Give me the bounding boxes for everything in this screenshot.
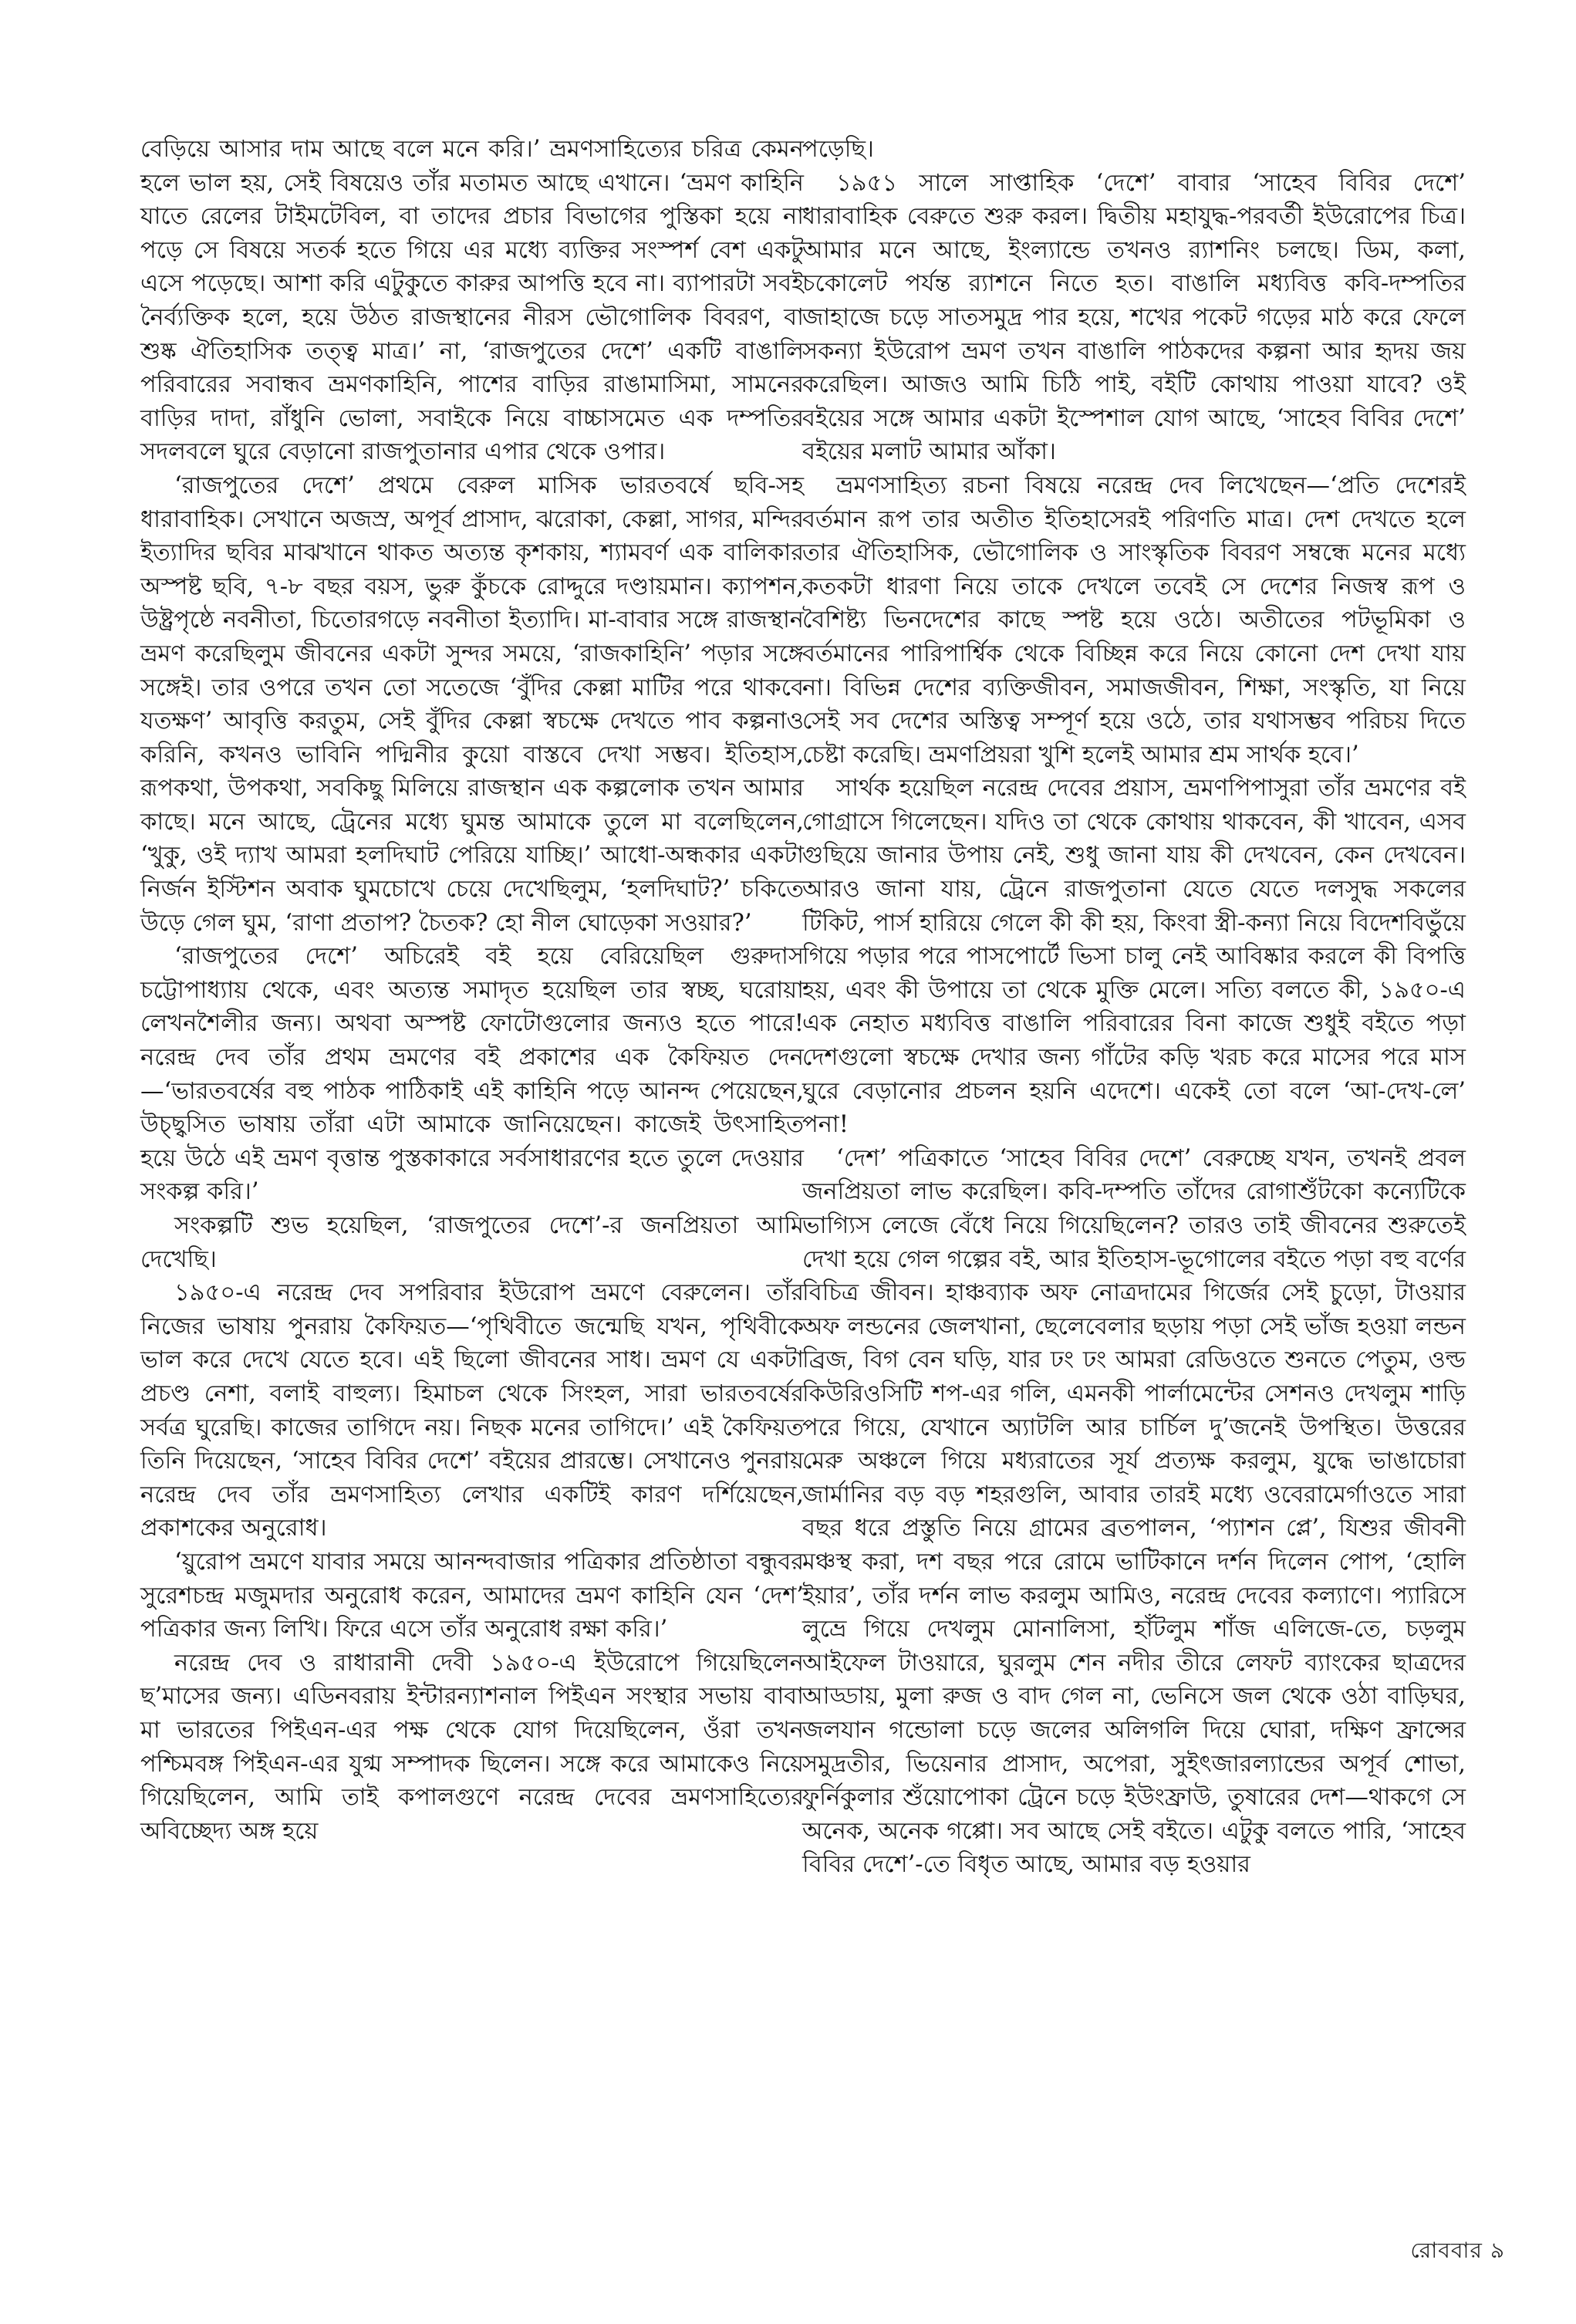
paragraph: সার্থক হয়েছিল নরেন্দ্র দেবের প্রয়াস, ভ্রমণপিপাসুরা তাঁর ভ্রমণের বই গোগ্রাসে গিলেছেন। যদিও তা থেকে কোথায় থাকবেন, কী খাবেন, এসব গুছিয়ে জানার উপায় নেই, শুধু জানা যায় কী দেখবেন, কেন দেখবেন। আরও জানা যায়, ট্রেনে রাজপুতানা যেতে যেতে দলসুদ্ধ সকলের টিকিট, পার্স হারিয়ে গেলে কী কী হয়, কিংবা স্ত্রী-কন্যা নিয়ে বিদেশবিভুঁয়ে গিয়ে পড়ার পরে পাসপোর্টে ভিসা চালু নেই আবিষ্কার করলে কী বিপত্তি হয়, এবং কী উপায়ে তা থেকে মুক্তি মেলে। সত্যি বলতে কী, ১৯৫০-এ এক নেহাত মধ্যবিত্ত বাঙালি পরিবারের বিনা কাজে শুধুই বইতে পড়া দেশগুলো স্বচক্ষে দেখার জন্য গাঁটের কড়ি খরচ করে মাসের পরে মাস ঘুরে বেড়ানোর প্রচলন হয়নি এদেশে। একেই তো বলে ‘আ-দেখ-লে’ পনা!: [802, 775, 1466, 1139]
right-column: [802, 133, 1466, 1882]
paragraph: বেড়িয়ে আসার দাম আছে বলে মনে করি।’ ভ্রমণসাহিত্যের চরিত্র কেমন হলে ভাল হয়, সেই বিষয়েও তাঁর মতামত আছে এখানে। ‘ভ্রমণ কাহিনি যাতে রেলের টাইমটেবিল, বা তাদের প্রচার বিভাগের পুস্তিকা হয়ে না পড়ে সে বিষয়ে সতর্ক হতে গিয়ে এর মধ্যে ব্যক্তির সংস্পর্শ বেশ একটু এসে পড়েছে। আশা করি এটুকুতে কারুর আপত্তি হবে না। ব্যাপারটা সবই নৈর্ব্যক্তিক হলে, হয়ে উঠত রাজস্থানের নীরস ভৌগোলিক বিবরণ, বা শুষ্ক ঐতিহাসিক তত্ত্ব মাত্র।’ না, ‘রাজপুতের দেশে’ একটি বাঙালি পরিবারের সবান্ধব ভ্রমণকাহিনি, পাশের বাড়ির রাঙামাসিমা, সামনের বাড়ির দাদা, রাঁধুনি ভোলা, সবাইকে নিয়ে বাচ্চাসমেত এক দম্পতির সদলবলে ঘুরে বেড়ানো রাজপুতানার এপার থেকে ওপার।: [140, 136, 804, 466]
paragraph: নরেন্দ্র দেব ও রাধারানী দেবী ১৯৫০-এ ইউরোপে গিয়েছিলেন ছ’মাসের জন্য। এডিনবরায় ইন্টারন্যাশনাল পিইএন সংস্থার সভায় বাবা মা ভারতের পিইএন-এর পক্ষ থেকে যোগ দিয়েছিলেন, ওঁরা তখন পশ্চিমবঙ্গ পিইএন-এর যুগ্ম সম্পাদক ছিলেন। সঙ্গে করে আমাকেও নিয়ে গিয়েছিলেন, আমি তাই কপালগুণে নরেন্দ্র দেবের ভ্রমণসাহিত্যের অবিচ্ছেদ্য অঙ্গ হয়ে: [140, 1649, 804, 1845]
paragraph: ‘রাজপুতের দেশে’ প্রথমে বেরুল মাসিক ভারতবর্ষে ছবি-সহ ধারাবাহিক। সেখানে অজস্র, অপূর্ব প্রাসাদ, ঝরোকা, কেল্লা, সাগর, মন্দির ইত্যাদির ছবির মাঝখানে থাকত অত্যন্ত কৃশকায়, শ্যামবর্ণ এক বালিকার অস্পষ্ট ছবি, ৭-৮ বছর বয়স, ভুরু কুঁচকে রোদ্দুরে দণ্ডায়মান। ক্যাপশন, উষ্ট্রপৃষ্ঠে নবনীতা, চিতোরগড়ে নবনীতা ইত্যাদি। মা-বাবার সঙ্গে রাজস্থান ভ্রমণ করেছিলুম জীবনের একটা সুন্দর সময়ে, ‘রাজকাহিনি’ পড়ার সঙ্গে সঙ্গেই। তার ওপরে তখন তো সতেজে ‘বুঁদির কেল্লা মাটির পরে থাকবে যতক্ষণ’ আবৃত্তি করতুম, সেই বুঁদির কেল্লা স্বচক্ষে দেখতে পাব কল্পনাও করিনি, কখনও ভাবিনি পদ্মিনীর কুয়ো বাস্তবে দেখা সম্ভব। ইতিহাস, রূপকথা, উপকথা, সবকিছু মিলিয়ে রাজস্থান এক কল্পলোক তখন আমার কাছে। মনে আছে, ট্রেনের মধ্যে ঘুমন্ত আমাকে তুলে মা বলেছিলেন, ‘খুকু, ওই দ্যাখ আমরা হলদিঘাট পেরিয়ে যাচ্ছি।’ আধো-অন্ধকার একটা নির্জন ইস্টিশন অবাক ঘুমচোখে চেয়ে দেখেছিলুম, ‘হলদিঘাট?’ চকিতে উড়ে গেল ঘুম, ‘রাণা প্রতাপ? চৈতক? হো নীল ঘোড়েকা সওয়ার?’: [140, 471, 804, 937]
left-column: [140, 133, 804, 1848]
paragraph: ভ্রমণসাহিত্য রচনা বিষয়ে নরেন্দ্র দেব লিখেছেন—‘প্রতি দেশেরই বর্তমান রূপ তার অতীত ইতিহাসেরই পরিণতি মাত্র। দেশ দেখতে হলে তার ঐতিহাসিক, ভৌগোলিক ও সাংস্কৃতিক বিবরণ সম্বন্ধে মনের মধ্যে কতকটা ধারণা নিয়ে তাকে দেখলে তবেই সে দেশের নিজস্ব রূপ ও বৈশিষ্ট্য ভিনদেশের কাছে স্পষ্ট হয়ে ওঠে। অতীতের পটভূমিকা ও বর্তমানের পারিপার্শ্বিক থেকে বিচ্ছিন্ন করে নিয়ে কোনো দেশ দেখা যায় না। বিভিন্ন দেশের ব্যক্তিজীবন, সমাজজীবন, শিক্ষা, সংস্কৃতি, যা নিয়ে সেই সব দেশের অস্তিত্ব সম্পূর্ণ হয়ে ওঠে, তার যথাসম্ভব পরিচয় দিতে চেষ্টা করেছি। ভ্রমণপ্রিয়রা খুশি হলেই আমার শ্রম সার্থক হবে।’: [802, 471, 1466, 768]
paragraph: পড়েছি।: [802, 136, 874, 163]
page-footer-label: রোববার ৯: [1410, 2238, 1505, 2263]
paragraph: ১৯৫০-এ নরেন্দ্র দেব সপরিবার ইউরোপ ভ্রমণে বেরুলেন। তাঁর নিজের ভাষায় পুনরায় কৈফিয়ত—‘পৃথিবীতে জন্মেছি যখন, পৃথিবীকে ভাল করে দেখে যেতে হবে। এই ছিলো জীবনের সাধ। ভ্রমণ যে একটা প্রচণ্ড নেশা, বলাই বাহুল্য। হিমাচল থেকে সিংহল, সারা ভারতবর্ষের সর্বত্র ঘুরেছি। কাজের তাগিদে নয়। নিছক মনের তাগিদে।’ এই কৈফিয়ত তিনি দিয়েছেন, ‘সাহেব বিবির দেশে’ বইয়ের প্রারম্ভে। সেখানেও পুনরায় নরেন্দ্র দেব তাঁর ভ্রমণসাহিত্য লেখার একটিই কারণ দর্শিয়েছেন, প্রকাশকের অনুরোধ।: [140, 1279, 804, 1542]
paragraph: ১৯৫১ সালে সাপ্তাহিক ‘দেশে’ বাবার ‘সাহেব বিবির দেশে’ ধারাবাহিক বেরুতে শুরু করল। দ্বিতীয় মহাযুদ্ধ-পরবর্তী ইউরোপের চিত্র। আমার মনে আছে, ইংল্যান্ডে তখনও র‍্যাশনিং চলছে। ডিম, কলা, চকোলেট পর্যন্ত র‍্যাশনে নিতে হত। বাঙালি মধ্যবিত্ত কবি-দম্পতির জাহাজে চড়ে সাতসমুদ্র পার হয়ে, শখের পকেট গড়ের মাঠ করে ফেলে সকন্যা ইউরোপ ভ্রমণ তখন বাঙালি পাঠকদের কল্পনা আর হৃদয় জয় করেছিল। আজও আমি চিঠি পাই, বইটি কোথায় পাওয়া যাবে? ওই বইয়ের সঙ্গে আমার একটা ইস্পেশাল যোগ আছে, ‘সাহেব বিবির দেশে’ বইয়ের মলাট আমার আঁকা।: [802, 169, 1466, 466]
paragraph: ‘য়ুরোপ ভ্রমণে যাবার সময়ে আনন্দবাজার পত্রিকার প্রতিষ্ঠাতা বন্ধুবর সুরেশচন্দ্র মজুমদার অনুরোধ করেন, আমাদের ভ্রমণ কাহিনি যেন ‘দেশ’ পত্রিকার জন্য লিখি। ফিরে এসে তাঁর অনুরোধ রক্ষা করি।’: [140, 1548, 804, 1643]
paragraph: ‘দেশ’ পত্রিকাতে ‘সাহেব বিবির দেশে’ বেরুচ্ছে যখন, তখনই প্রবল জনপ্রিয়তা লাভ করেছিল। কবি-দম্পতি তাঁদের রোগাশুঁটকো কন্যেটিকে ভাগ্যিস লেজে বেঁধে নিয়ে গিয়েছিলেন? তারও তাই জীবনের শুরুতেই দেখা হয়ে গেল গল্পের বই, আর ইতিহাস-ভূগোলের বইতে পড়া বহু বর্ণের বিচিত্র জীবন। হাঞ্চব্যাক অফ নোত্রদামের গির্জের সেই চুড়ো, টাওয়ার অফ লন্ডনের জেলখানা, ছেলেবেলার ছড়ায় পড়া সেই ভাঁজ হওয়া লন্ডন ব্রিজ, বিগ বেন ঘড়ি, যার ঢং ঢং আমরা রেডিওতে শুনতে পেতুম, ওল্ড কিউরিওসিটি শপ-এর গলি, এমনকী পার্লামেন্টের সেশনও দেখলুম শাড়ি পরে গিয়ে, যেখানে অ্যাটলি আর চার্চিল দু’জনেই উপস্থিত। উত্তরের মেরু অঞ্চলে গিয়ে মধ্যরাতের সূর্য প্রত্যক্ষ করলুম, যুদ্ধে ভাঙাচোরা জার্মানির বড় বড় শহরগুলি, আবার তারই মধ্যে ওবেরামের্গাওতে সারা বছর ধরে প্রস্তুতি নিয়ে গ্রামের ব্রতপালন, ‘প্যাশন প্লে’, যিশুর জীবনী মঞ্চস্থ করা, দশ বছর পরে রোমে ভাটিকানে দর্শন দিলেন পোপ, ‘হোলি ইয়ার’, তাঁর দর্শন লাভ করলুম আমিও, নরেন্দ্র দেবের কল্যাণে। প্যারিসে লুভ্রে গিয়ে দেখলুম মোনালিসা, হাঁটলুম শাঁজ এলিজে-তে, চড়লুম আইফেল টাওয়ারে, ঘুরলুম শেন নদীর তীরে লেফট ব্যাংকের ছাত্রদের আড্ডায়, মুলা রুজ ও বাদ গেল না, ভেনিসে জল থেকে ওঠা বাড়িঘর, জলযান গন্ডোলা চড়ে জলের অলিগলি দিয়ে ঘোরা, দক্ষিণ ফ্রান্সের সমুদ্রতীর, ভিয়েনার প্রাসাদ, অপেরা, সুইৎজারল্যান্ডের অপূর্ব শোভা, ফুর্নিকুলার শুঁয়োপোকা ট্রেনে চড়ে ইউংফ্রাউ, তুষারের দেশ—থাকগে সে অনেক, অনেক গপ্পো। সব আছে সেই বইতে। এটুকু বলতে পারি, ‘সাহেব বিবির দেশে’-তে বিধৃত আছে, আমার বড় হওয়ার: [802, 1144, 1466, 1879]
paragraph: সংকল্পটি শুভ হয়েছিল, ‘রাজপুতের দেশে’-র জনপ্রিয়তা আমি দেখেছি।: [140, 1212, 804, 1273]
paragraph: ‘রাজপুতের দেশে’ অচিরেই বই হয়ে বেরিয়েছিল গুরুদাস চট্টোপাধ্যায় থেকে, এবং অত্যন্ত সমাদৃত হয়েছিল তার স্বচ্ছ, ঘরোয়া লেখনশৈলীর জন্য। অথবা অস্পষ্ট ফোটোগুলোর জন্যও হতে পারে! নরেন্দ্র দেব তাঁর প্রথম ভ্রমণের বই প্রকাশের এক কৈফিয়ত দেন—‘ভারতবর্ষের বহু পাঠক পাঠিকাই এই কাহিনি পড়ে আনন্দ পেয়েছেন, উচ্ছ্বসিত ভাষায় তাঁরা এটা আমাকে জানিয়েছেন। কাজেই উৎসাহিত হয়ে উঠে এই ভ্রমণ বৃত্তান্ত পুস্তকাকারে সর্বসাধারণের হতে তুলে দেওয়ার সংকল্প করি।’: [140, 943, 804, 1206]
